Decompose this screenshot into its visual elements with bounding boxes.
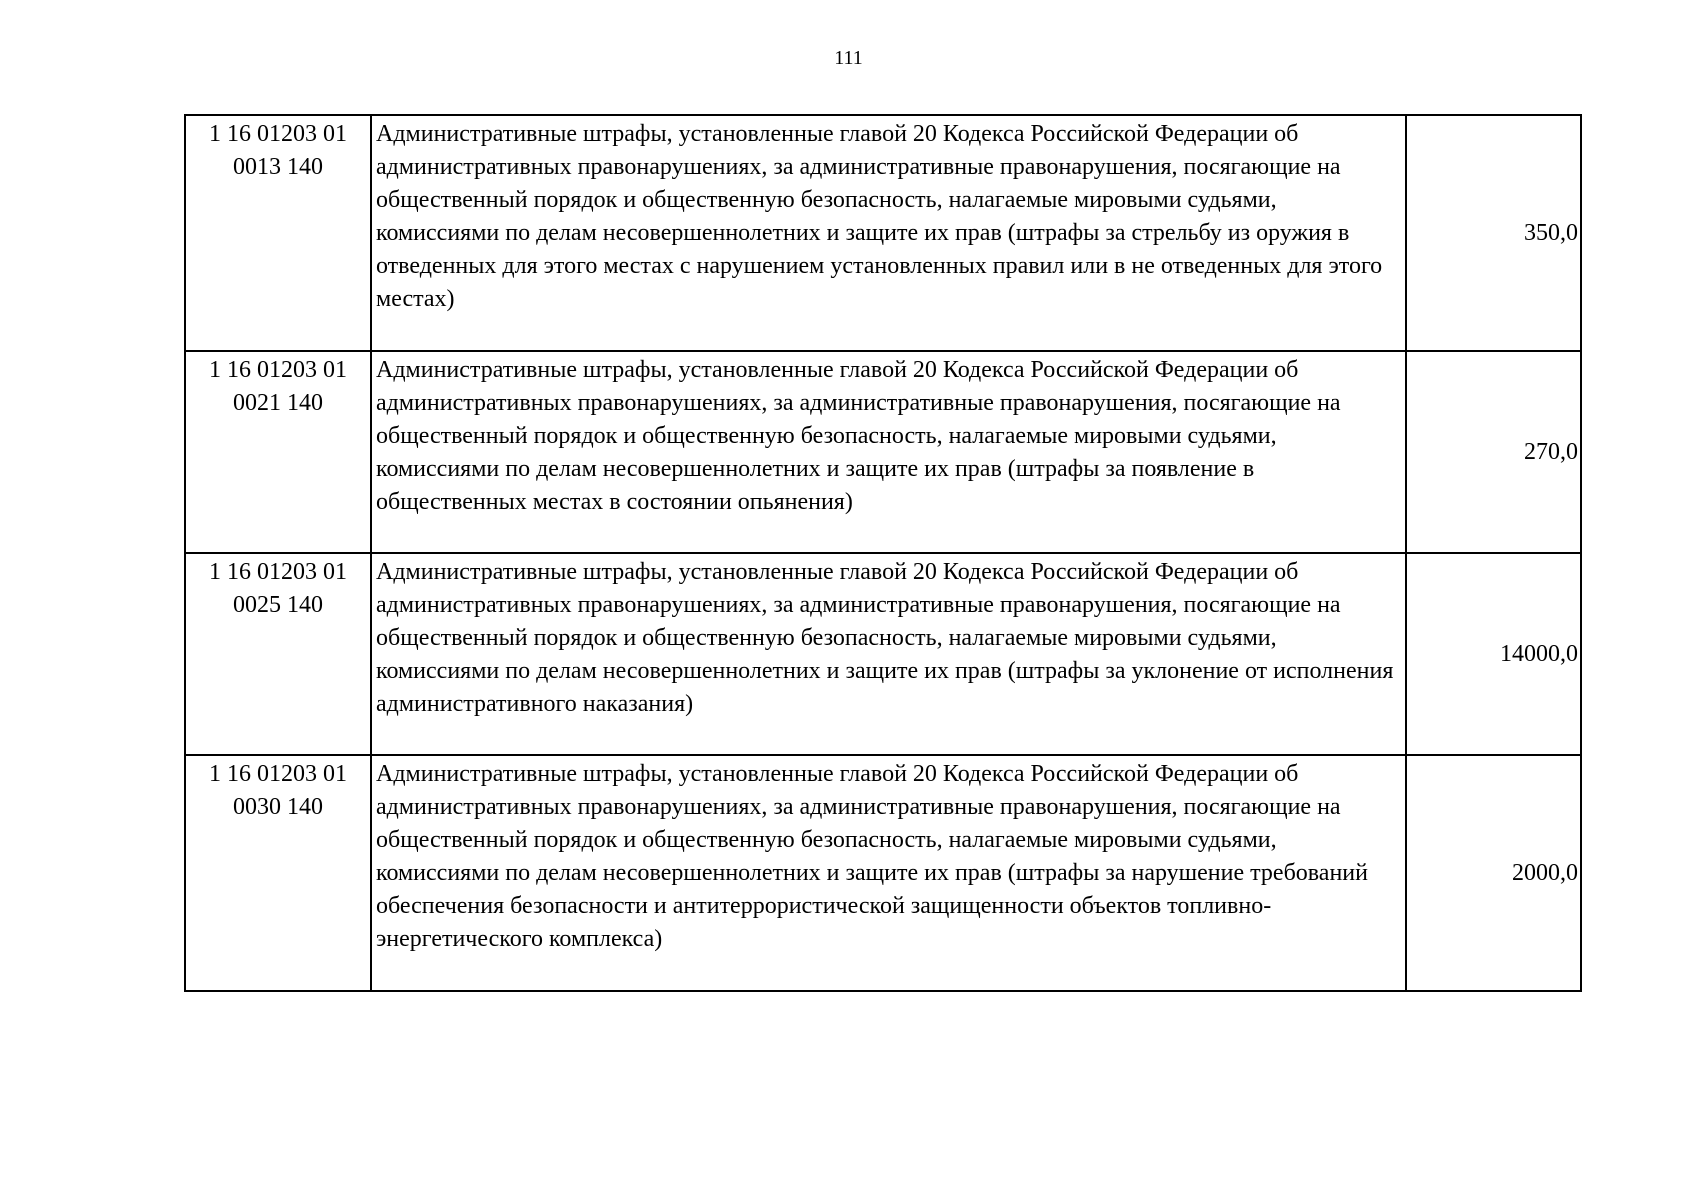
amount-cell: 270,0 [1406,351,1581,553]
classification-code-cell [185,351,371,553]
code-line: 1 16 01203 01 [209,121,347,147]
code-line: 0030 140 [233,794,323,820]
table-row [185,351,1581,553]
classification-code-cell [185,553,371,755]
amount-cell: 14000,0 [1406,553,1581,755]
table-row [185,115,1581,351]
description-cell: Административные штрафы, установленные главой 20 Кодекса Российской Федерации об административных правонарушениях, за административные правонарушения, посягающие на общественный порядок и общественную безопасность, налагаемые мировыми судьями, комиссиями по делам несовершеннолетних и защите их прав (штрафы за уклонение от исполнения административного наказания) [371,553,1406,755]
code-line: 1 16 01203 01 [209,559,347,585]
code-line: 0013 140 [233,154,323,180]
classification-code-cell [185,755,371,991]
description-cell: Административные штрафы, установленные главой 20 Кодекса Российской Федерации об административных правонарушениях, за административные правонарушения, посягающие на общественный порядок и общественную безопасность, налагаемые мировыми судьями, комиссиями по делам несовершеннолетних и защите их прав (штрафы за стрельбу из оружия в отведенных для этого местах с нарушением установленных правил или в не отведенных для этого местах) [371,115,1406,351]
table-row [185,755,1581,991]
amount-cell: 2000,0 [1406,755,1581,991]
code-line: 1 16 01203 01 [209,357,347,383]
code-line: 0025 140 [233,592,323,618]
amount-cell: 350,0 [1406,115,1581,351]
description-cell: Административные штрафы, установленные главой 20 Кодекса Российской Федерации об административных правонарушениях, за административные правонарушения, посягающие на общественный порядок и общественную безопасность, налагаемые мировыми судьями, комиссиями по делам несовершеннолетних и защите их прав (штрафы за нарушение требований обеспечения безопасности и антитеррористической защищенности объектов топливно-энергетического комплекса) [371,755,1406,991]
description-cell: Административные штрафы, установленные главой 20 Кодекса Российской Федерации об административных правонарушениях, за административные правонарушения, посягающие на общественный порядок и общественную безопасность, налагаемые мировыми судьями, комиссиями по делам несовершеннолетних и защите их прав (штрафы за появление в общественных местах в состоянии опьянения) [371,351,1406,553]
page-number: 111 [834,47,863,69]
code-line: 0021 140 [233,390,323,416]
budget-revenue-table [184,114,1582,992]
table-row [185,553,1581,755]
classification-code-cell [185,115,371,351]
code-line: 1 16 01203 01 [209,761,347,787]
